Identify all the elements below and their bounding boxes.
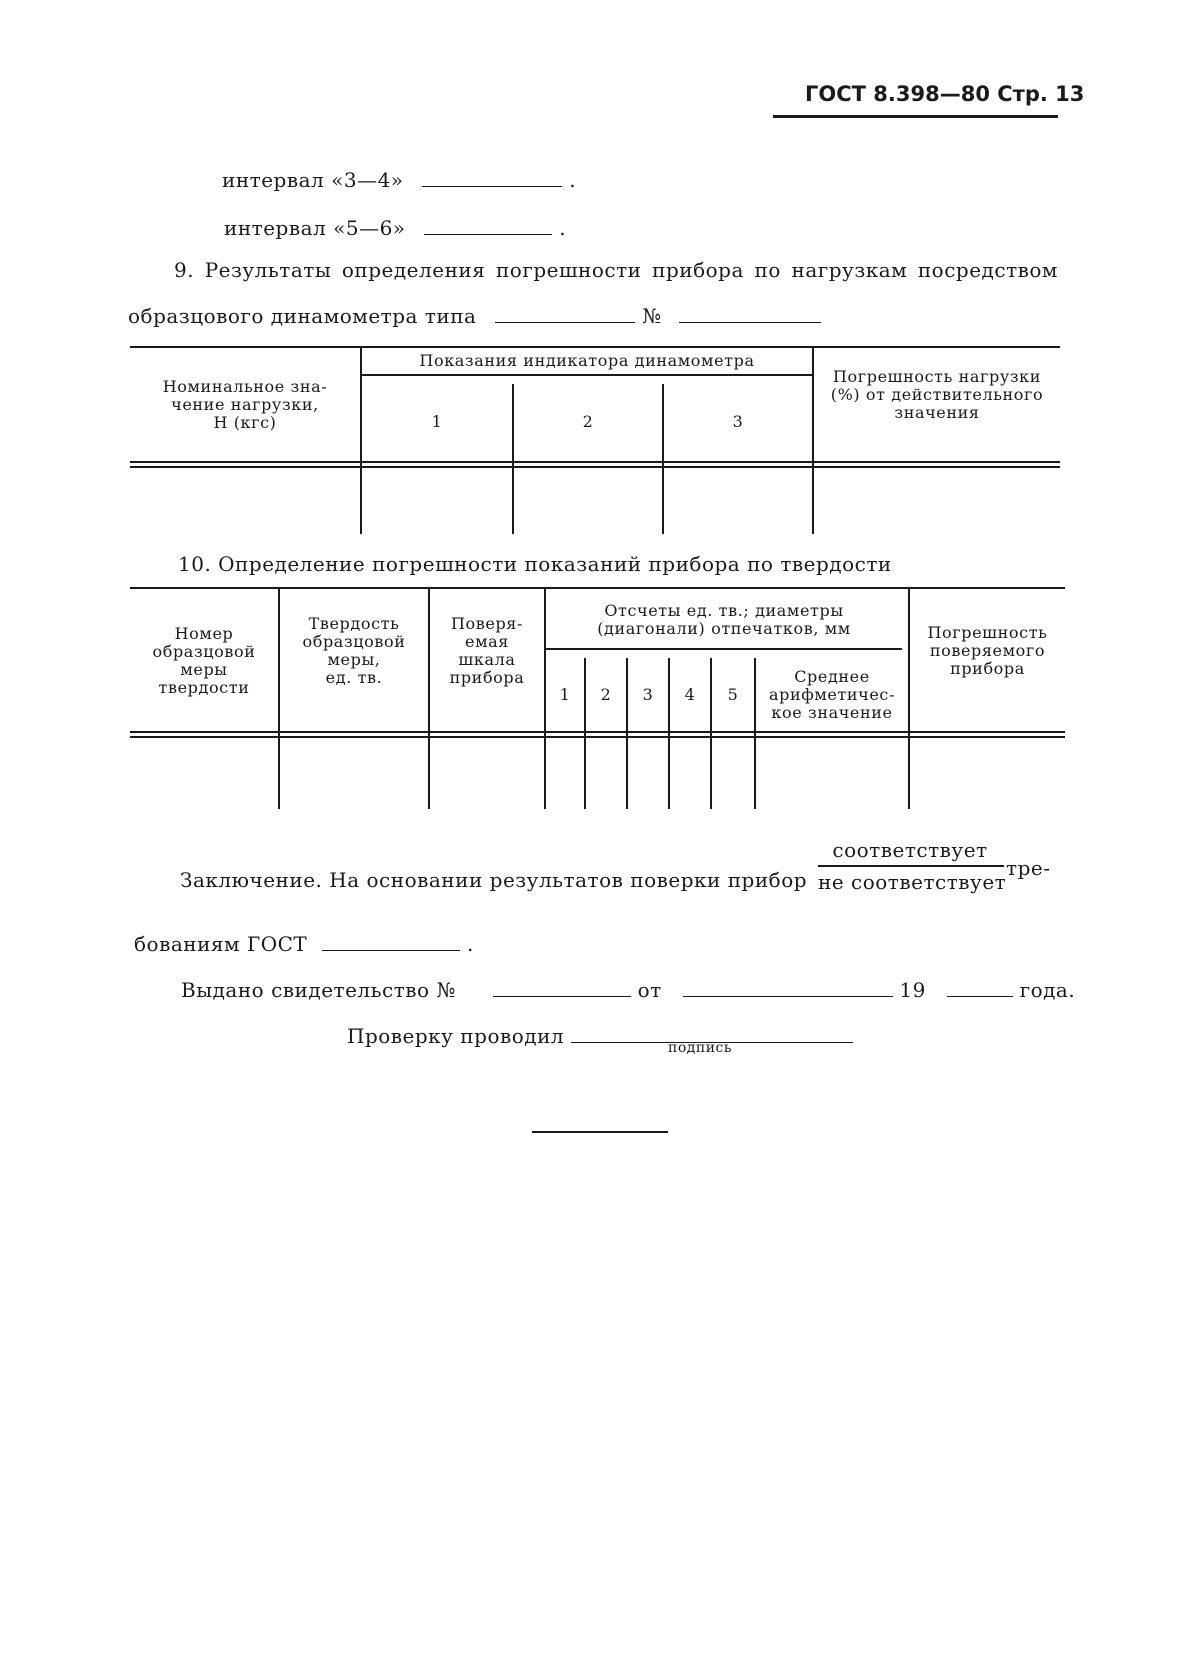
verification-line bbox=[347, 1024, 853, 1048]
closing-rule bbox=[532, 1131, 668, 1133]
interval-3-4-end: . bbox=[569, 168, 577, 192]
option-not-conforms[interactable]: не соответствует bbox=[818, 870, 1007, 894]
cell-instrument-error[interactable] bbox=[910, 740, 1065, 809]
certificate-label: Выдано свидетельство № bbox=[181, 978, 456, 1002]
cell-hardness-reading-1[interactable] bbox=[546, 740, 584, 809]
col-hardness-reading-2: 2 bbox=[600, 685, 612, 704]
col-nominal-load: Номинальное зна- чение нагрузки, Н (кгс) bbox=[162, 377, 328, 432]
conclusion-line2 bbox=[134, 932, 474, 956]
cell-reference-number[interactable] bbox=[130, 740, 278, 809]
conclusion-suffix: тре- bbox=[1006, 856, 1051, 880]
certificate-line bbox=[181, 978, 1075, 1002]
header-underline bbox=[773, 115, 1058, 118]
cell-hardness-reading-5[interactable] bbox=[712, 740, 754, 809]
conclusion-line2-end: . bbox=[466, 932, 474, 956]
col-reference-hardness: Твердость образцовой меры, ед. тв. bbox=[302, 614, 406, 687]
col-reference-number: Номер образцовой меры твердости bbox=[152, 624, 256, 697]
col-load-error: Погрешность нагрузки (%) от действительного значения bbox=[830, 367, 1044, 422]
section10-title: 10. Определение погрешности показаний прибора по твердости bbox=[178, 552, 892, 576]
interval-5-6-label: интервал «5—6» bbox=[224, 216, 406, 240]
interval-5-6 bbox=[224, 216, 566, 240]
col-hardness-reading-4: 4 bbox=[684, 685, 696, 704]
dynamometer-number-blank[interactable] bbox=[679, 308, 821, 323]
dynamometer-type-blank[interactable] bbox=[495, 308, 635, 323]
page-header: ГОСТ 8.398—80 Стр. 13 bbox=[805, 82, 1085, 106]
col-hardness-reading-1: 1 bbox=[559, 685, 571, 704]
cell-reference-hardness[interactable] bbox=[280, 740, 428, 809]
cell-hardness-reading-4[interactable] bbox=[670, 740, 710, 809]
interval-3-4 bbox=[222, 168, 576, 192]
cell-scale[interactable] bbox=[430, 740, 544, 809]
cell-mean-value[interactable] bbox=[756, 740, 908, 809]
cell-reading-2[interactable] bbox=[514, 470, 662, 534]
option-conforms[interactable]: соответствует bbox=[832, 838, 988, 862]
gost-number-blank[interactable] bbox=[322, 936, 460, 951]
certificate-year-suffix: года. bbox=[1019, 978, 1076, 1002]
table10-top-border bbox=[130, 587, 1065, 589]
table10-header-border-1 bbox=[130, 731, 1065, 733]
gost-requirements-label: бованиям ГОСТ bbox=[134, 932, 308, 956]
col-hardness-reading-5: 5 bbox=[727, 685, 739, 704]
interval-3-4-blank[interactable] bbox=[422, 172, 562, 187]
conclusion-text: Заключение. На основании результатов поверки прибор bbox=[180, 868, 808, 892]
col-reading-3: 3 bbox=[732, 412, 744, 431]
cell-load-error[interactable] bbox=[814, 470, 1060, 534]
number-sign: № bbox=[642, 304, 662, 328]
cell-hardness-reading-2[interactable] bbox=[586, 740, 626, 809]
certificate-number-blank[interactable] bbox=[493, 982, 631, 997]
col-hardness-reading-3: 3 bbox=[642, 685, 654, 704]
cell-hardness-reading-3[interactable] bbox=[628, 740, 668, 809]
certificate-date-blank[interactable] bbox=[683, 982, 893, 997]
signature-caption: подпись bbox=[668, 1040, 733, 1056]
table9-header-border-1 bbox=[130, 461, 1060, 463]
col-mean-value: Среднее арифметичес- кое значение bbox=[768, 667, 895, 722]
col-instrument-error: Погрешность поверяемого прибора bbox=[927, 623, 1048, 678]
verification-label: Проверку проводил bbox=[347, 1024, 565, 1048]
fraction-line bbox=[818, 865, 1004, 867]
col-indicator-readings: Показания индикатора динамометра bbox=[419, 351, 755, 370]
cell-reading-3[interactable] bbox=[664, 470, 812, 534]
section9-line2 bbox=[128, 304, 821, 328]
section9-type-label: образцового динамометра типа bbox=[128, 304, 477, 328]
col-reading-2: 2 bbox=[582, 412, 594, 431]
section9-line1: 9. Результаты определения погрешности прибора по нагрузкам посредством bbox=[174, 258, 1058, 282]
table9-header-border-2 bbox=[130, 466, 1060, 468]
col-reading-1: 1 bbox=[431, 412, 443, 431]
interval-5-6-end: . bbox=[559, 216, 567, 240]
certificate-from-label: от bbox=[637, 978, 662, 1002]
table10-header-border-2 bbox=[130, 736, 1065, 738]
certificate-year-prefix: 19 bbox=[899, 978, 926, 1002]
table10-group-divider bbox=[546, 648, 902, 650]
interval-5-6-blank[interactable] bbox=[424, 220, 552, 235]
cell-nominal[interactable] bbox=[130, 470, 360, 534]
table9-group-divider bbox=[362, 374, 812, 376]
certificate-year-blank[interactable] bbox=[947, 982, 1013, 997]
cell-reading-1[interactable] bbox=[362, 470, 512, 534]
col-readings-group: Отсчеты ед. тв.; диаметры (диагонали) отпечатков, мм bbox=[597, 601, 851, 638]
col-scale: Поверя- емая шкала прибора bbox=[449, 614, 525, 687]
interval-3-4-label: интервал «3—4» bbox=[222, 168, 404, 192]
